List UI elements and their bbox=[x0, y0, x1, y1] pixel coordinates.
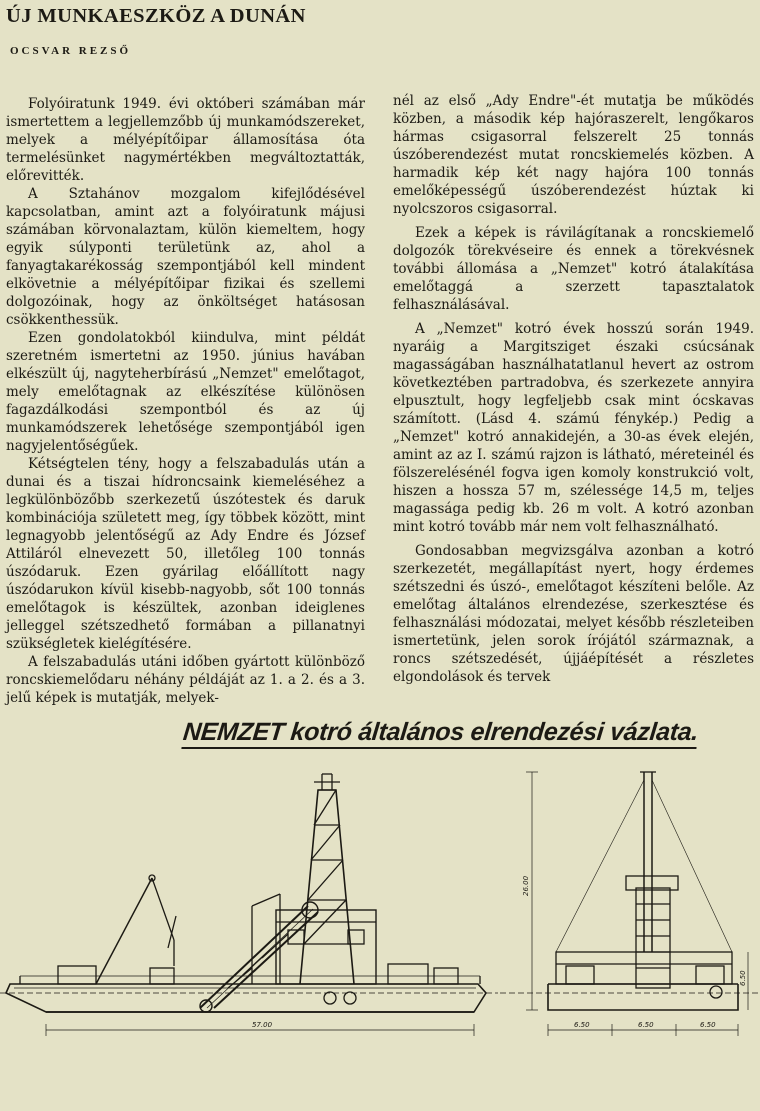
dimension-right: 6.50 bbox=[739, 970, 747, 986]
paragraph: Ezen gondolatokból kiindulva, mint példát szeretném ismertetni az 1950. június havában elkészült új, nagyteherbírású „Nemzet" emelőtagot, mely emelőtagnak az elkészítése különösen fagazdálkodási szempontból és az új munkamódszerek lehetősége szempontjából igen nagyjelentőségűek. bbox=[6, 330, 365, 454]
left-text-column bbox=[6, 95, 365, 707]
paragraph: A Sztahánov mozgalom kifejlődésével kapcsolatban, amint azt a folyóiratunk májusi számában körvonalaztam, külön kiemeltem, hogy egyik súlyponti területünk az, ahol a fanyagtakarékosság szempontjából kell mindent elkövetnie a mélyépítőipar fizikai és szellemi dolgozóinak, hogy az önköltséget hatásosan csökkenthessük. bbox=[6, 186, 365, 328]
dimension-width-b: 6.50 bbox=[638, 1021, 654, 1029]
article-author: OCSVAR REZSŐ bbox=[10, 45, 132, 57]
right-text-column bbox=[393, 92, 754, 692]
paragraph: A „Nemzet" kotró évek hosszú során 1949. nyaráig a Margitsziget északi csúcsának magasságában használhatatlanul hevert az ostrom következtében partradobva, és szerkezete annyira elpusztult, hogy legfeljebb csak mint ócskavas számított. (Lásd 4. számú fénykép.) Pedig a „Nemzet" kotró annakidején, a 30-as évek elején, amint az az I. számú rajzon is látható, méreteinél és fölszerelésénél fogva igen komoly konstrukció volt, hiszen a hossza 57 m, szélessége 14,5 m, teljes magassága pedig kb. 26 m volt. A kotró azonban mint kotró tovább már nem volt felhasználható. bbox=[393, 321, 754, 535]
paragraph: nél az első „Ady Endre"-ét mutatja be működés közben, a második kép hajóraszerelt, lengőkaros hármas csigasorral felszerelt 25 tonnás úszóberendezést mutat roncskiemelés közben. A harmadik kép két nagy hajóra 100 tonnás emelőképességű úszóberendezést húztak ki nyolcszoros csigasorral. bbox=[393, 93, 754, 217]
paragraph: Ezek a képek is rávilágítanak a roncskiemelő dolgozók törekvéseire és ennek a törekvésnek további állomása a „Nemzet" kotró átalakítása emelőtaggá a szerzett tapasztalatok felhasználásával. bbox=[393, 225, 754, 313]
paragraph: Kétségtelen tény, hogy a felszabadulás után a dunai és a tiszai hídroncsaink kiemeléséhez a legkülönbözőbb szerkezetű úszótestek és daruk kombinációja született meg, így többek között, mint legnagyobb jelentőségű az Ady Endre és József Attiláról elnevezett 50, illetőleg 100 tonnás úszódaruk. Ezen gyárilag előállított nagy úszódarukon kívül kisebb-nagyobb, sőt 100 tonnás emelőtagok is készültek, azonban ideiglenes jelleggel szétszedhető formában a pillanatnyi szükségletek kielégítésére. bbox=[6, 456, 365, 652]
dredger-arrangement-drawing bbox=[0, 760, 760, 1111]
cross-section-view bbox=[500, 772, 760, 1036]
dimension-width-c: 6.50 bbox=[700, 1021, 716, 1029]
paragraph: A felszabadulás utáni időben gyártott különböző roncskiemelődaru néhány példáját az 1. a 2. és a 3. jelű képek is mutatják, melyek- bbox=[6, 654, 365, 706]
figure-title: NEMZET kotró általános elrendezési vázlata. bbox=[181, 718, 699, 749]
dimension-length: 57.00 bbox=[252, 1021, 273, 1029]
paragraph: Folyóiratunk 1949. évi októberi számában már ismertettem a legjellemzőbb új munkamódszereket, melyek a mélyépítőipar államosítása óta termelésünket nagymértékben megváltoztatták, előrevitték. bbox=[6, 96, 365, 184]
article-title: ÚJ MUNKAESZKÖZ A DUNÁN bbox=[6, 5, 306, 27]
paragraph: Gondosabban megvizsgálva azonban a kotró szerkezetét, megállapítást nyert, hogy érdemes szétszedni és úszó-, emelőtagot készíteni belőle. Az emelőtag általános elrendezése, szerkesztése és felhasználási módozatai, melyet később részleteiben ismertetünk, jelen sorok írójától származnak, a roncs szétszedését, újjáépítését a részletes elgondolások és tervek bbox=[393, 543, 754, 685]
dimension-width-a: 6.50 bbox=[574, 1021, 590, 1029]
dimension-height: 26.00 bbox=[522, 875, 530, 896]
side-elevation-view bbox=[0, 774, 498, 1036]
